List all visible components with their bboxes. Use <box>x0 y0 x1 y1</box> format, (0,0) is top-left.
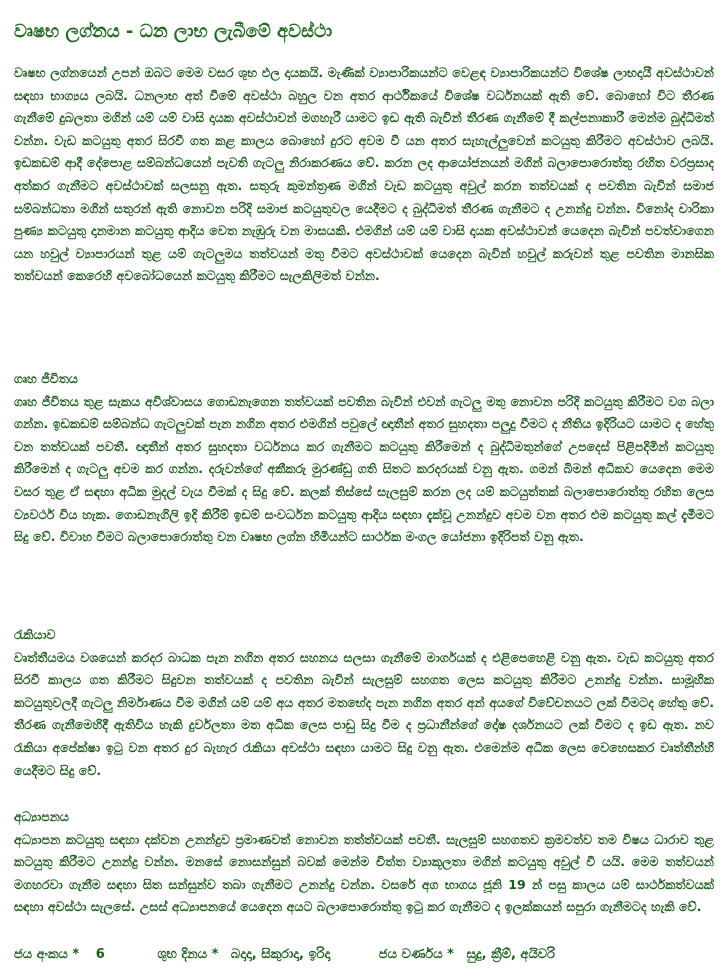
education-paragraph: අධ්‍යාපන කටයුතු සඳහා දක්වන උනන්දුව ප්‍රමාණවත් නොවන තත්ත්වයක් පවතී. සැලසුම් සහගතව ක්‍රමවත්ව තම විෂය ධාරාව තුළ කටයුතු කිරීමට උනන්දු වන්න. මනසේ නොසන්සුන් බවක් මෙන්ම චිත්ත ව්‍යාකූලතා මගින් කටයුතු අවුල් වී යයි. මෙම තත්වයන් මගහරවා ගැනීම සඳහා සිත සන්සුන්ව තබා ගැනීමට උනන්දු වන්න. වසරේ අග භාගය ජූනි 19 න් පසු කාලය යම් සාර්ථකත්වයක් සඳහා අවස්ථා සැලසේ. උසස් අධ්‍යාපනයේ යෙදෙන අයට බලාපොරොත්තු ඉටු කර ගැනීමට ද ඉලක්කයන් සපුරා ගැනීමටද හැකි වේ. <box>14 831 714 915</box>
lucky-number-value: 6 <box>95 947 105 962</box>
lucky-number-label: ජය අංකය * <box>14 947 80 962</box>
intro-paragraph: වෘෂභ ලග්නයෙන් උපන් ඔබට මෙම වසර ශුභ ඵල දායකයි. මැණික් ව්‍යාපාරිකයන්ට වෙළඳ ව්‍යාපාරිකයන්ට විශේෂ ලාභදායී අවස්ථාවන් සඳහා භාග්‍යය ලබයි. ධනලාභ අත් වීමේ අවස්ථා බහුල වන අතර ආර්ථිකයේ විශේෂ වර්ධනයක් ඇති වේ. බොහෝ විට තීරණ ගැනීමේ දුබලතා මගින් යම් යම් වාසි දායක අවස්ථාවන් මගහැරී යාමට ඉඩ ඇති බැවින් තීරණ ගැනීමේ දී කල්පනාකාරී මෙන්ම බුද්ධිමත් වන්න. වැඩ කටයුතු අතර සිරවී ගත කළ කාලය බොහෝ දුරට අවම වී යන අතර සැහැල්ලුවෙන් කටයුතු කිරීමට අවස්ථාව ලබයි. ඉඩකඩම් ආදී දේපොළ සම්බන්ධයෙන් පැවති ගැටලු නිරාකරණය වේ. කරන ලද ආයෝජනයන් මගින් බලාපොරොත්තු රහිත වරප්‍රසාද අත්කර ගැනීමට අවස්ථාවක් සලසනු ඇත. සතුරු කුමන්ත්‍රණ මගින් වැඩ කටයුතු අවුල් කරන තත්වයක් ද පවතින බැවින් සමාජ සම්බන්ධතා මගින් සතුරන් ඇති නොවන පරිදි සමාජ කටයුතුවල යෙදීමට ද බුද්ධිමත් තීරණ ගැනීමට ද උනන්දු වන්න. විනෝද චාරිකා පුණ්‍ය කටයුතු දානමාන කටයුතු ආදිය වෙත නැඹුරු වන මාසයකි. එමගින් යම් යම් වාසි දායක අවස්ථාවන් යෙදෙන බැවින් පවත්වාගෙන යන හවුල් ව්‍යාපාරයන් තුළ යම් ගැටලුමය තත්වයන් මතු වීමට අවස්ථාවක් යෙදෙන බැවින් හවුල් කරුවන් තුළ පවතින මානසික තත්වයන් කෙරෙහි අවබෝධයෙන් කටයුතු කිරීමට සැලකිලිමත් වන්න. <box>14 65 714 284</box>
home-life-heading: ගෘහ ජීවිතය <box>14 371 78 386</box>
article-title: වෘෂභ ලග්නය - ධන ලාභ ලැබීමේ අවස්ථා <box>14 21 333 42</box>
career-paragraph: වෘත්තීයමය වශයෙන් කරදර බාධක පැන නගින අතර සහනය සලසා ගැනීමේ මාර්ගයක් ද එළිපෙහෙළි වනු ඇත. වැඩ කටයුතු අතර සිරවී කාලය ගත කිරීමට සිදුවන තත්වයක් ද පවතින බැවින් සැලසුම් සහගත ලෙස කටයුතු කිරීමට උනන්දු වන්න. සාමූහික කටයුතුවලදී ගැටලු නිර්මාණය වීම මගින් යම් යම් අය අතර මතභේද පැන නගින අතර අන් අයගේ විවේචනයට ලක් වීමටද හේතු වේ. තීරණ ගැනීමෙහිදී ඇතිවිය හැකි දුර්වලතා මත අධික ලෙස පාඩු සිදු වීම ද ප්‍රධානීන්ගේ දෝෂ දර්ශනයට ලක් වීමට ද ඉඩ ඇත. නව රැකියා අපේක්ෂා ඉටු වන අතර දුර බැහැර රැකියා අවස්ථා සඳහා යාමට සිදු වනු ඇත. එමෙන්ම අධික ලෙස වෙහෙසකර වෘත්තීන්හි යෙදීමට සිදු වේ. <box>14 649 714 778</box>
lucky-color-value: සුදු, ක්‍රීම්, අයිවරි <box>466 947 555 962</box>
career-section <box>14 624 714 782</box>
education-section <box>14 806 714 919</box>
lucky-day-label: ශුභ දිනය * <box>157 947 219 962</box>
lucky-color-label: ජය වර්ණය * <box>378 947 454 962</box>
intro-section <box>14 62 714 288</box>
career-heading: රැකියාව <box>14 627 56 642</box>
education-heading: අධ්‍යාපනය <box>14 809 69 824</box>
lucky-day-value: බදාදා, සිකුරාදා, ඉරිදා <box>230 947 331 962</box>
home-life-paragraph: ගෘහ ජීවිතය තුළ සැකය අවිශ්වාසය ගොඩනැගෙන තත්වයක් පවතින බැවින් එවන් ගැටලු මතු නොවන පරිදි කටයුතු කිරීමට වග බලා ගන්න. ඉඩකඩම් සම්බන්ධ ගැටලුවක් පැන නගින අතර එමගින් පවුලේ ඥාතීන් අතර සුහදතා පලුදු වීමට ද නීතිය ඉදිරියට යාමට ද හේතු වන තත්වයක් පවතී. ඥාතීන් අතර සුහදතා වර්ධනය කර ගැනීමට කටයුතු කිරීමෙන් ද බුද්ධිමතුන්ගේ උපදෙස් පිළිපදිමින් කටයුතු කිරීමෙන් ද ගැටලු අවම කර ගන්න. දරුවන්ගේ අකීකරු මුරණ්ඩු ගති සිතට කරදරයක් වනු ඇත. ගමන් බිමන් අධිකව යෙදෙන මෙම වසර තුළ ඒ සඳහා අධික මුදල් වැය වීමක් ද සිදු වේ. කලක් තිස්සේ සැලසුම් කරන ලද යම් කටයුත්තක් බලාපොරොත්තු රහිත ලෙස ව්‍යවර්ථ විය හැක. ගොඩනැගිලි ඉදි කිරීම් ඉඩම් සංවර්ධන කටයුතු ආදිය සඳහා දැක්වූ උනන්දුව අවම වන අතර එම කටයුතු කල් දැමීමට සිදු වේ. විවාහ වීමට බලාපොරොත්තු වන වෘෂභ ලග්න හිමියන්ට සාර්ථක මංගල යෝජනා ඉදිරිපත් වනු ඇත. <box>14 393 714 545</box>
lucky-info-footer <box>14 944 714 966</box>
home-life-section <box>14 368 714 549</box>
